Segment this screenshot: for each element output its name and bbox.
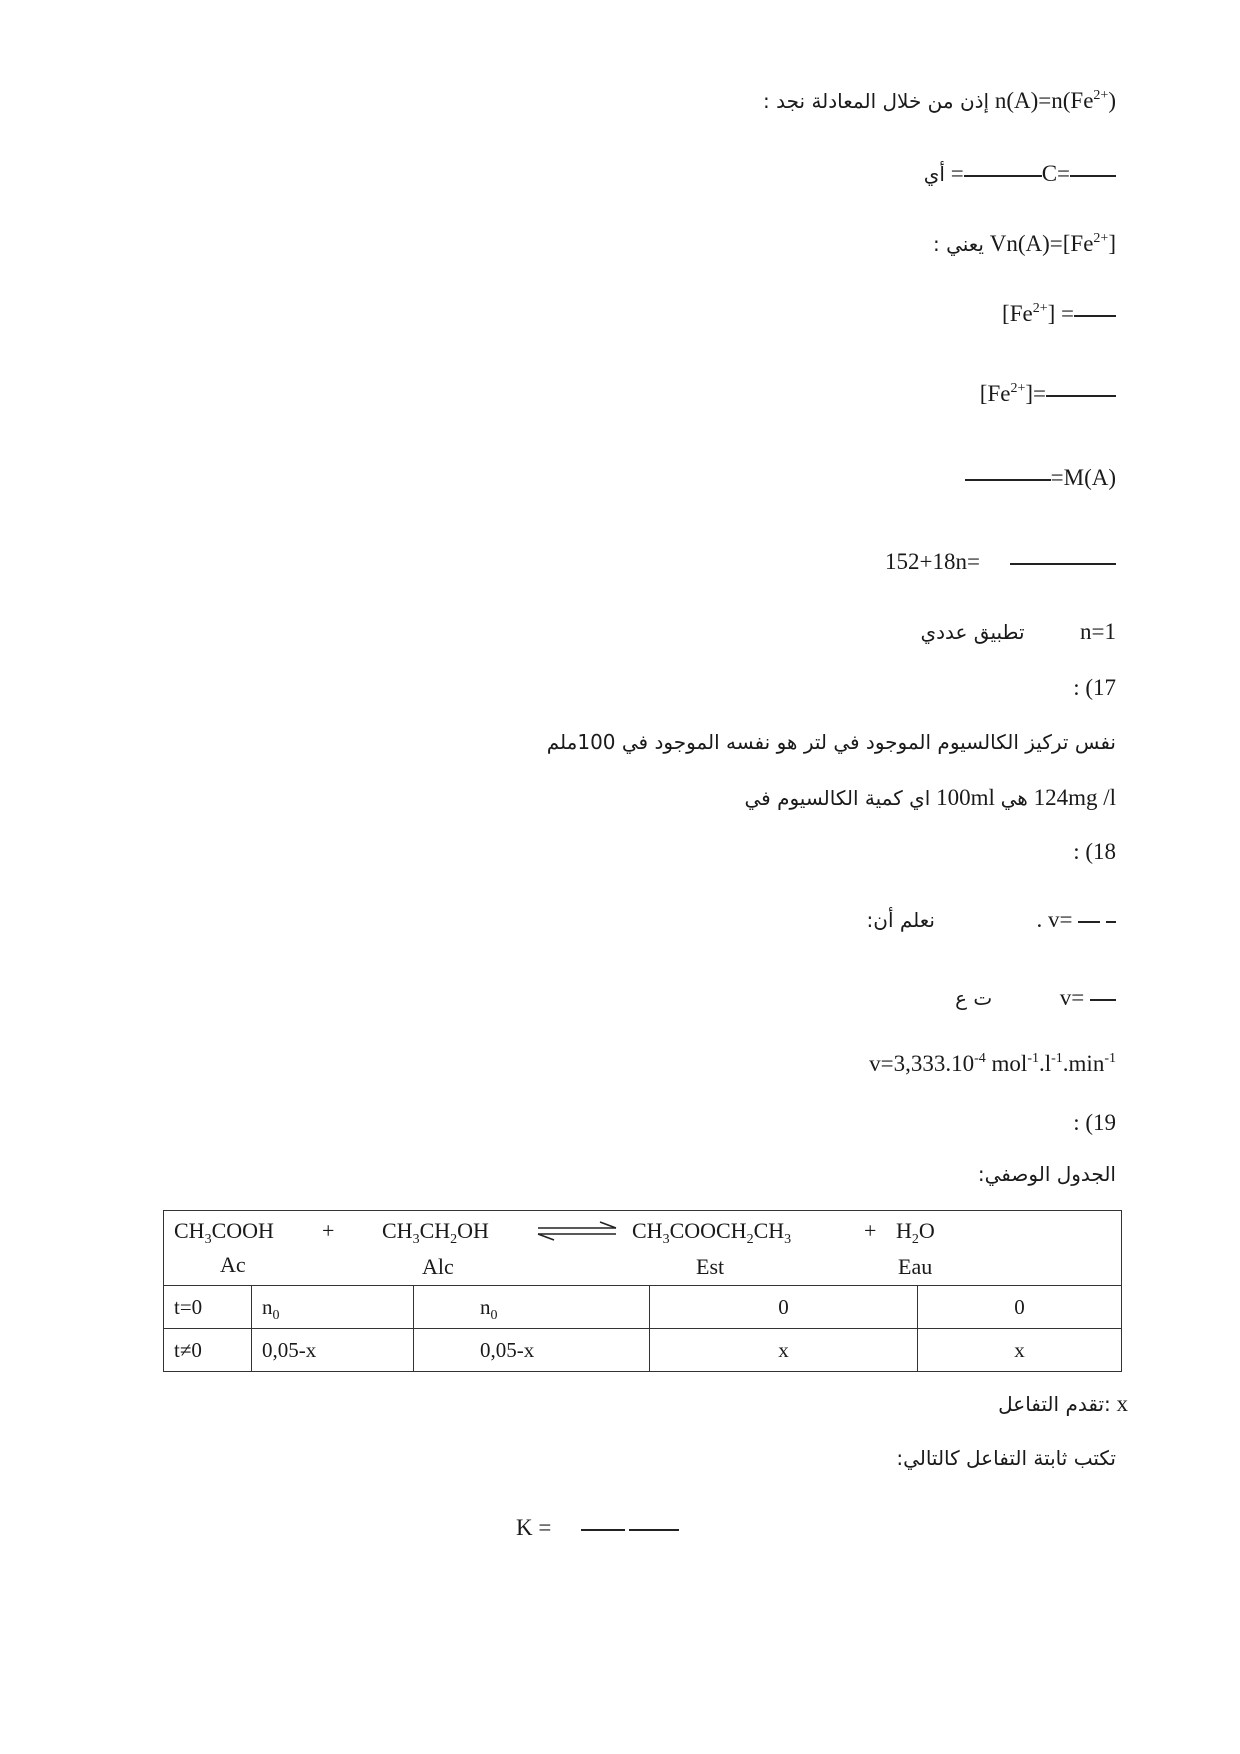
equilibrium-constant-intro: تكتب ثابتة التفاعل كالتالي:: [896, 1446, 1116, 1470]
amount-cell: 0: [918, 1286, 1122, 1329]
arabic-text: يعني :: [932, 232, 984, 256]
water-formula: $H_2O$: [896, 1218, 935, 1247]
formula: =M(A): [965, 465, 1116, 490]
ester-formula: $CH_3COOCH_2CH_3$: [632, 1218, 792, 1247]
equation-line-5: [980, 380, 1116, 408]
progress-note: :تقدم التفاعل x: [998, 1391, 1128, 1416]
alcohol-formula: $CH_3CH_2OH$: [382, 1218, 489, 1247]
formula: $n(A)=n(Fe^{2+})$: [994, 88, 1116, 113]
formula: $[Fe^{2+}]$ =: [1002, 301, 1116, 326]
formula: v=: [1060, 985, 1116, 1010]
formula: $[Fe^{2+}]=$: [980, 381, 1116, 406]
numeric-application-line: [920, 618, 1116, 646]
table-row: [164, 1329, 1122, 1372]
table-row: [164, 1286, 1122, 1329]
amount-cell: x: [650, 1329, 918, 1372]
plus-sign: +: [864, 1218, 877, 1243]
amount-cell: 0: [650, 1286, 918, 1329]
equation-line-6: [965, 464, 1116, 492]
answer-18-line-2: ت ع v=: [955, 984, 1116, 1012]
label-alcohol: Alc: [422, 1254, 454, 1279]
reaction-equation-row: [164, 1211, 1122, 1286]
amount-cell: 0,05-x: [252, 1329, 414, 1372]
plus-sign: +: [322, 1218, 335, 1243]
answer-18-line-1: نعلم أن: . v=: [867, 906, 1116, 934]
arabic-text: تطبيق عددي: [920, 620, 1025, 644]
equation-line-2: [924, 160, 1116, 188]
label-ester: Est: [696, 1254, 725, 1279]
amount-cell: $n_0$: [414, 1286, 650, 1329]
formula: $Vn(A)=[Fe^{2+}]$: [989, 231, 1116, 256]
label-water: Eau: [898, 1254, 933, 1279]
time-cell: t≠0: [164, 1329, 252, 1372]
formula: = C=: [951, 161, 1116, 186]
amount-cell: 0,05-x: [414, 1329, 650, 1372]
equation-line-7: [885, 548, 1116, 576]
answer-17-line-2: اي كمية الكالسيوم في 100ml هي 124mg /l: [744, 785, 1116, 810]
formula: n=1: [1080, 619, 1116, 644]
question-19-label: : (19: [1073, 1110, 1116, 1135]
question-17-label: : (17: [1073, 675, 1116, 700]
reaction-progress-table: [163, 1210, 1122, 1372]
amount-cell: $n_0$: [252, 1286, 414, 1329]
time-cell: t=0: [164, 1286, 252, 1329]
arabic-text: إذن من خلال المعادلة نجد :: [763, 89, 990, 113]
equilibrium-constant-formula: K =: [516, 1514, 679, 1542]
equation-line-4: [1002, 300, 1116, 328]
velocity-result: $v=3,333.10^{-4}$ $mol^{-1}.l^{-1}.\min^{-1}$: [869, 1051, 1116, 1076]
arabic-text: أي: [923, 162, 945, 186]
equation-line-1: [763, 87, 1116, 115]
description-table-title: الجدول الوصفي:: [977, 1162, 1116, 1186]
amount-cell: x: [918, 1329, 1122, 1372]
answer-17-line-1: نفس تركيز الكالسيوم الموجود في لتر هو نفسه الموجود في 100ملم: [546, 730, 1116, 754]
question-18-label: : (18: [1073, 839, 1116, 864]
equation-line-3: [933, 230, 1116, 258]
label-acid: Ac: [220, 1252, 246, 1277]
acid-formula: $CH_3COOH$: [174, 1218, 274, 1247]
formula: . v=: [1037, 907, 1116, 932]
equilibrium-arrows-icon: [536, 1221, 618, 1241]
formula: 152+18n=: [885, 549, 1116, 574]
